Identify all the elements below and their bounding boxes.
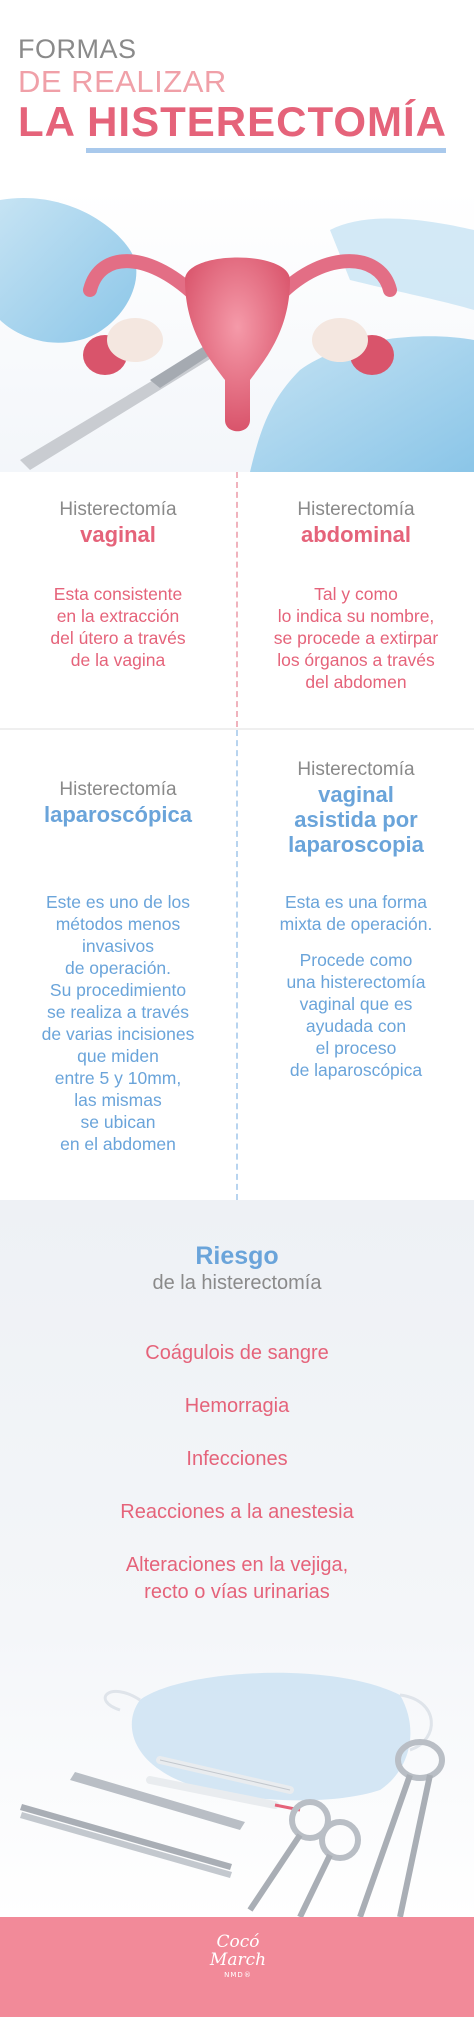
types-grid (0, 472, 474, 1200)
surgical-tools-illustration (0, 1640, 474, 1917)
title-line-3: LA HISTERECTOMÍA (18, 98, 448, 145)
risk-section (0, 1200, 474, 1917)
risk-list (0, 1340, 474, 1632)
type-description: Esta consistente en la extracción del útero a través de la vagina (50, 584, 186, 670)
type-description: Tal y como lo indica su nombre, se procede a extirpar los órganos a través del abdomen (273, 584, 439, 692)
title-underline (86, 148, 446, 153)
type-name: laparoscópica (44, 802, 192, 827)
risk-item: Reacciones a la anestesia (120, 1501, 354, 1523)
type-prefix: Histerectomía (59, 779, 177, 800)
type-vaginal (0, 498, 236, 671)
type-name: abdominal (300, 522, 411, 547)
risk-item: Hemorragia (184, 1395, 290, 1417)
type-prefix: Histerectomía (297, 759, 415, 780)
risk-title: Riesgo (195, 1242, 279, 1270)
type-vaginal-asistida (238, 758, 474, 1081)
title-line-1: FORMAS (18, 34, 137, 64)
footer (0, 1917, 474, 2017)
divider-horizontal (0, 728, 474, 730)
risk-item: Coágulois de sangre (145, 1342, 329, 1364)
type-description: Este es uno de los métodos menos invasivos de operación. Su procedimiento se realiza a través de varias incisiones que miden entre 5 y 10mm, las mismas se ubican en el abdomen (41, 892, 195, 1154)
type-laparoscopica (0, 778, 236, 1155)
risk-item: recto o vías urinarias (144, 1581, 330, 1603)
brand-logo[interactable]: Cocó March NMD® (209, 1932, 267, 1979)
type-prefix: Histerectomía (59, 499, 177, 520)
uterus-model-illustration (0, 190, 474, 472)
risk-item: Alteraciones en la vejiga, (125, 1554, 349, 1576)
type-name: vaginal asistida por laparoscopia (288, 782, 424, 857)
type-name: vaginal (80, 522, 156, 547)
type-description: Esta es una forma mixta de operación. Procede como una histerectomía vaginal que es ayudada con el proceso de laparoscópica (279, 892, 433, 1080)
hero-image (0, 190, 474, 472)
title-line-2: DE REALIZAR (18, 64, 227, 99)
type-abdominal (238, 498, 474, 693)
header (0, 0, 474, 190)
type-prefix: Histerectomía (297, 499, 415, 520)
risk-subtitle: de la histerectomía (152, 1272, 322, 1294)
risk-item: Infecciones (186, 1448, 288, 1470)
